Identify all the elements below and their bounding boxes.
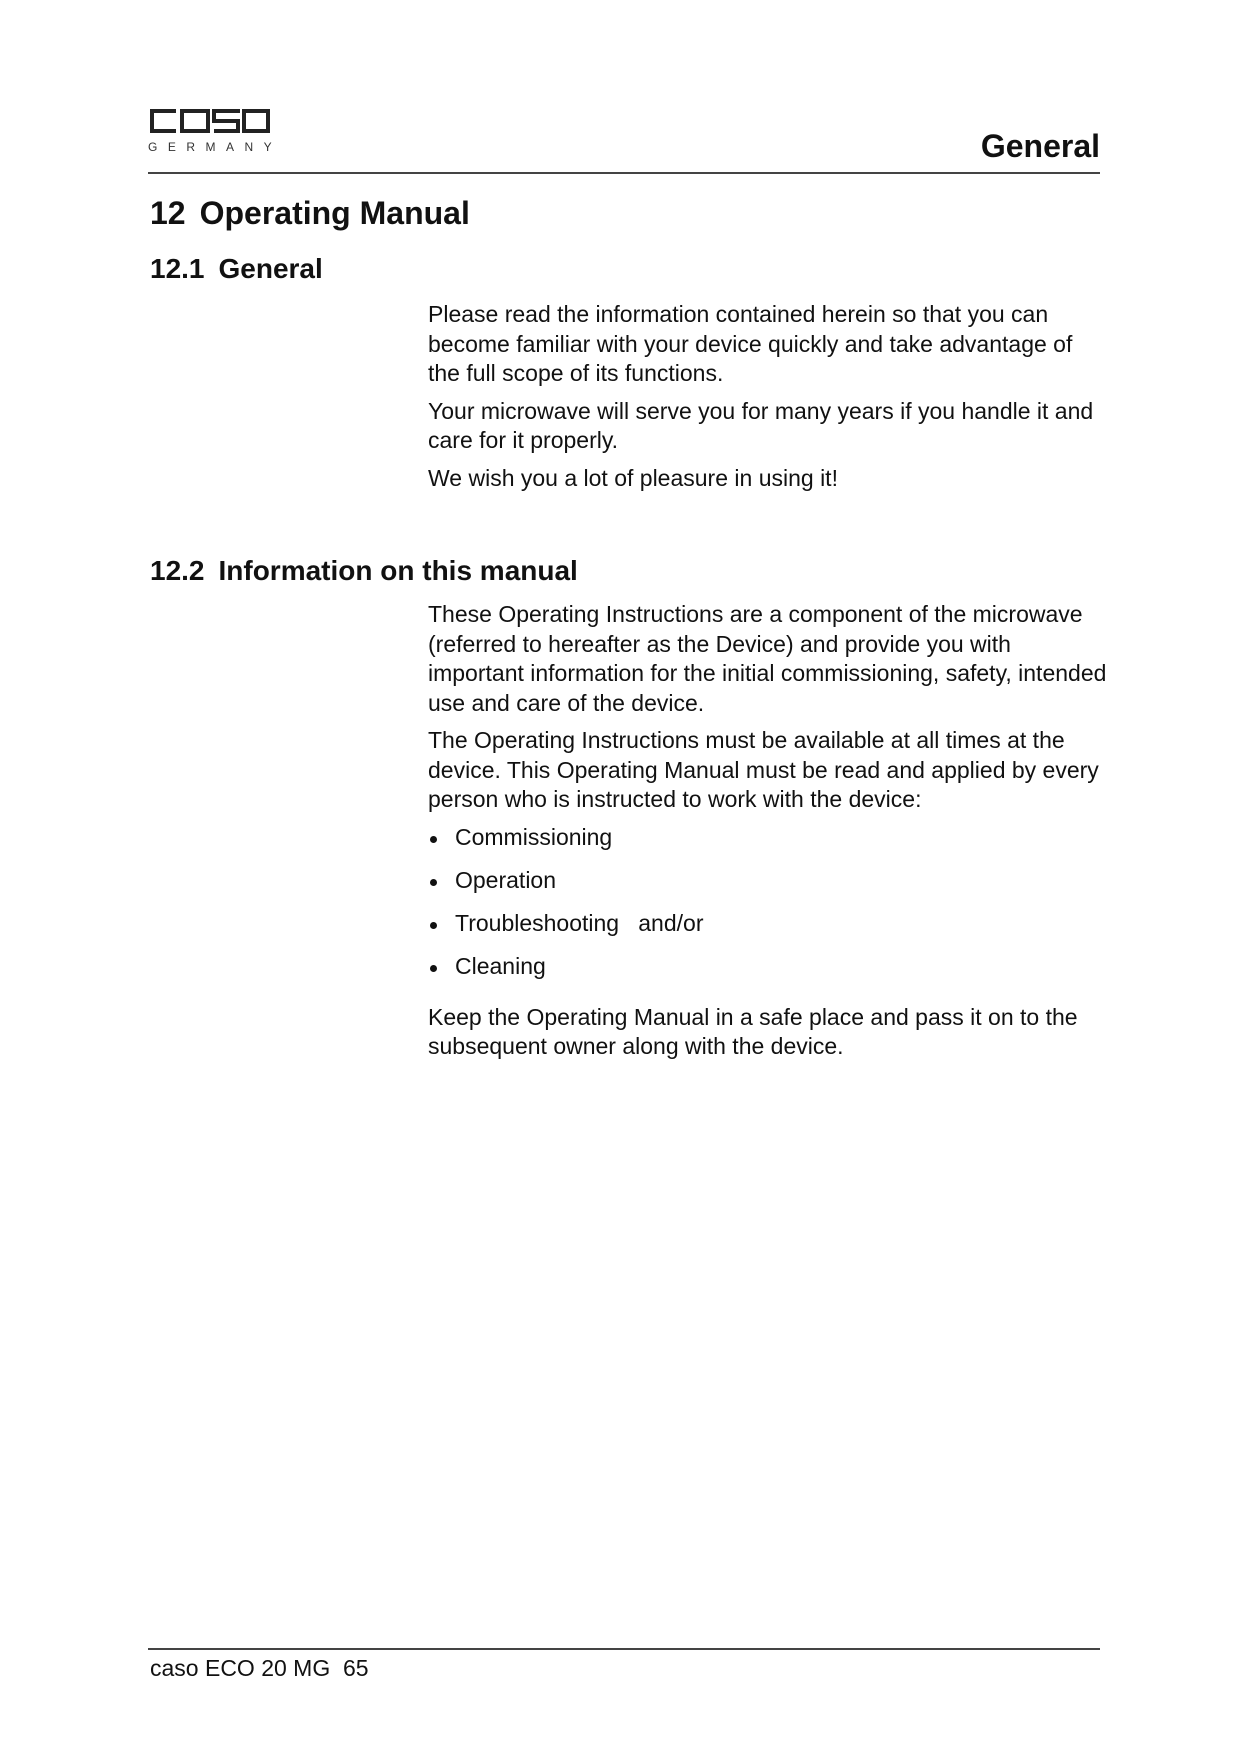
footer-model: caso ECO 20 MG: [150, 1655, 331, 1681]
header-divider: [148, 172, 1100, 174]
subsection-heading-12-2: [150, 555, 578, 587]
list-item: Troubleshooting and/or: [428, 909, 1108, 952]
caso-logo: [148, 108, 283, 154]
footer-divider: [148, 1648, 1100, 1650]
subsection-heading-12-1: [150, 253, 323, 285]
list-item: Operation: [428, 866, 1108, 909]
subsection-number: 12.1: [150, 253, 205, 284]
subsection-title: General: [218, 253, 323, 284]
information-body: [428, 600, 1108, 1070]
subsection-title: Information on this manual: [218, 555, 578, 586]
header-title: General: [980, 128, 1100, 164]
section-heading: [150, 195, 470, 232]
subsection-number: 12.2: [150, 555, 205, 586]
general-body: [428, 300, 1108, 501]
caso-wordmark: [148, 108, 272, 134]
page-footer: [150, 1655, 369, 1682]
paragraph: Your microwave will serve you for many years if you handle it and care for it properly.: [428, 397, 1094, 453]
paragraph: We wish you a lot of pleasure in using it!: [428, 464, 838, 491]
list-item: Commissioning: [428, 823, 1108, 866]
paragraph: The Operating Instructions must be available at all times at the device. This Operating Manual must be read and applied by every person who is instructed to work with the device:: [428, 727, 1099, 812]
section-number: 12: [150, 195, 186, 231]
task-list: [428, 823, 1108, 995]
page-number: 65: [343, 1655, 369, 1681]
logo-subtext: GERMANY: [148, 140, 283, 154]
paragraph: Please read the information contained herein so that you can become familiar with your device quickly and take advantage of the full scope of its functions.: [428, 301, 1073, 386]
list-item: Cleaning: [428, 952, 1108, 995]
section-title: Operating Manual: [199, 195, 470, 231]
closing-paragraph: Keep the Operating Manual in a safe place and pass it on to the subsequent owner along with the device.: [428, 1003, 1078, 1059]
paragraph: These Operating Instructions are a component of the microwave (referred to hereafter as the Device) and provide you with important information for the initial commissioning, safety, intended use and care of the device.: [428, 601, 1107, 716]
